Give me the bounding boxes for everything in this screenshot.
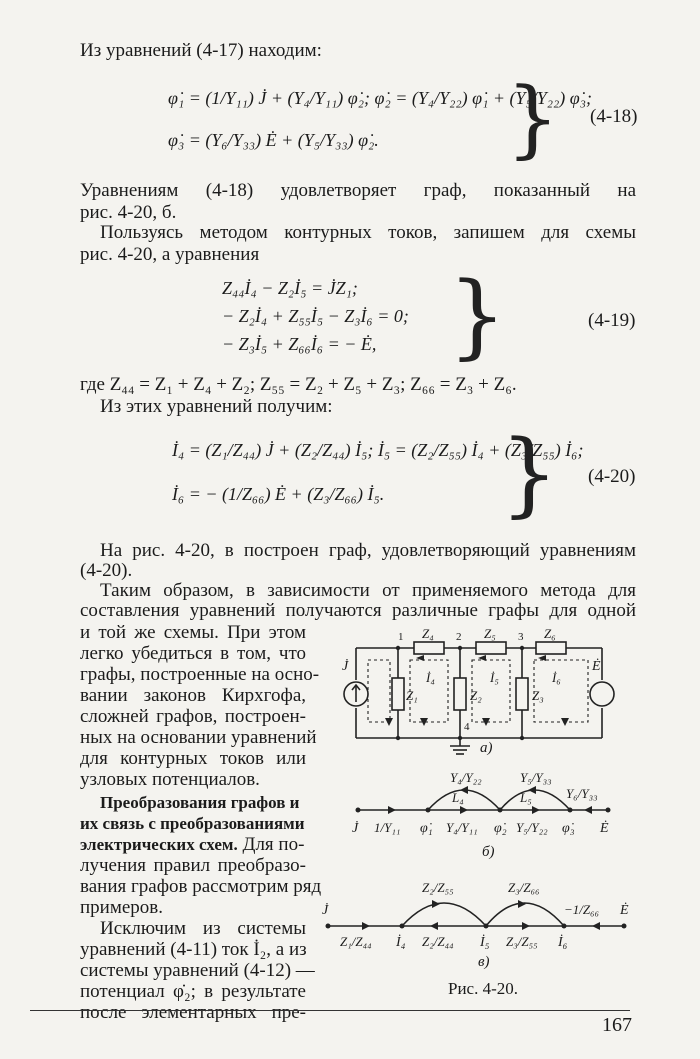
figure-b-graph xyxy=(330,762,640,862)
graph-b-loop-1: L₅ xyxy=(520,790,532,805)
graph-c-node-3: İ₆ xyxy=(558,935,568,950)
eq-4-19-line1: Z₄₄İ₄ − Z₂İ₅ = J̇Z₁; xyxy=(222,278,358,298)
label-i4: İ₄ xyxy=(426,670,435,685)
para1-line1: Уравнениям (4-18) удовлетворяет граф, показанный на xyxy=(80,180,636,201)
para6-line1: лучения правил преобразо- xyxy=(80,855,306,876)
figure-c-graph xyxy=(310,870,640,975)
para5-line5: графы, построенные на осно- xyxy=(80,664,320,685)
label-j: J̇ xyxy=(342,659,349,674)
para5-line6: вании законов Кирхгофа, xyxy=(80,685,306,706)
node-label-3: 3 xyxy=(518,631,524,643)
para5-line10: узловых потенциалов. xyxy=(80,769,260,790)
para1-line2: рис. 4-20, б. xyxy=(80,202,177,223)
graph-b-below-2: Y₅/Y₂₂ xyxy=(516,820,548,835)
para5-line7: сложней графов, построен- xyxy=(80,706,306,727)
heading-line3-bold: электрических схем. xyxy=(80,835,238,854)
arrow-j-loop xyxy=(385,718,393,726)
para7-line5: после элементарных пре- xyxy=(80,1002,306,1023)
eq-4-18-line1: φ̇₁ = (1/Y₁₁) J̇ + (Y₄/Y₁₁) φ̇₂; φ̇₂ = (Y₄/Y₂₂) φ̇₁ + (Y₅/Y₂₂) φ̇₃; xyxy=(168,88,593,108)
loop-current-j xyxy=(368,660,390,722)
resistor-z1 xyxy=(392,678,404,710)
brace-4-20: } xyxy=(500,420,559,527)
para7-line4: потенциал φ̇₂; в результате xyxy=(80,981,306,1002)
graph-b-node-1: φ̇₁ xyxy=(420,821,433,836)
para7-line2: уравнений (4-11) ток İ₂, а из xyxy=(80,939,307,960)
para3: Из этих уравнений получим: xyxy=(100,396,333,417)
bottom-rule xyxy=(30,1010,630,1011)
eq-4-19-line3: − Z₃İ₅ + Z₆₆İ₆ = − Ė, xyxy=(222,334,377,354)
graph-c-arc-right xyxy=(486,903,564,926)
eq-4-18-line2: φ̇₃ = (Y₆/Y₃₃) Ė + (Y₅/Y₃₃) φ̇₂. xyxy=(168,130,379,150)
eq-number-4-18: (4-18) xyxy=(590,106,638,127)
arrow-i6 xyxy=(561,718,569,726)
graph-b-below-0: 1/Y₁₁ xyxy=(374,820,401,835)
eq-number-4-20: (4-20) xyxy=(588,466,636,487)
label-z6: Z₆ xyxy=(544,626,556,641)
graph-c-arc-left xyxy=(402,903,486,926)
label-z1: Z₁ xyxy=(406,688,418,703)
resistor-z3 xyxy=(516,678,528,710)
graph-b-node-2: φ̇₂ xyxy=(494,821,507,836)
graph-c-node-4: Ė xyxy=(620,903,629,918)
graph-b-node-0: J̇ xyxy=(352,821,359,836)
label-e: Ė xyxy=(592,659,601,674)
resistor-z6 xyxy=(536,642,566,654)
para5-line9: для контурных токов или xyxy=(80,748,306,769)
heading-line1: Преобразования графов и xyxy=(100,793,300,812)
para7-line3: системы уравнений (4-12) — xyxy=(80,960,315,981)
graph-c-node-2: İ₅ xyxy=(480,935,490,950)
graph-c-above-0: Z₂/Z₅₅ xyxy=(422,880,454,895)
figure-c-label: в) xyxy=(478,954,490,970)
graph-b-above-2: Y₆/Y₃₃ xyxy=(566,786,598,801)
graph-b-below-1: Y₄/Y₁₁ xyxy=(446,820,478,835)
eq-4-20-line2: İ₆ = − (1/Z₆₆) Ė + (Z₃/Z₆₆) İ₅. xyxy=(172,484,385,504)
para6-line2: вания графов рассмотрим ряд xyxy=(80,876,322,897)
heading-line3-rest: Для по- xyxy=(242,834,305,855)
figure-caption: Рис. 4-20. xyxy=(448,979,519,998)
figure-b-label: б) xyxy=(482,844,495,860)
graph-c-below-0: Z₁/Z₄₄ xyxy=(340,934,372,949)
eq-4-19-line2: − Z₂İ₄ + Z₅₅İ₅ − Z₃İ₆ = 0; xyxy=(222,306,409,326)
para5-line8: ных на основании уравнений xyxy=(80,727,317,748)
para2-line2: рис. 4-20, а уравнения xyxy=(80,244,260,265)
graph-c-node-1: İ₄ xyxy=(396,935,406,950)
graph-c-below-1: Z₂/Z₄₄ xyxy=(422,934,454,949)
intro-line: Из уравнений (4-17) находим: xyxy=(80,40,322,61)
graph-b-above-1: Y₅/Y₃₃ xyxy=(520,770,552,785)
label-i5: İ₅ xyxy=(490,670,499,685)
para5-line3: и той же схемы. При этом xyxy=(80,622,306,643)
node-label-1: 1 xyxy=(398,631,404,643)
graph-b-loop-0: L₄ xyxy=(452,790,464,805)
brace-4-18: } xyxy=(506,69,560,167)
figure-a-label: а) xyxy=(480,740,493,756)
para4-line1: На рис. 4-20, в построен граф, удовлетворяющий уравнениям xyxy=(100,540,636,561)
node-label-4: 4 xyxy=(464,721,470,733)
resistor-z2 xyxy=(454,678,466,710)
para5-line2: составления уравнений получаются различные графы для одной xyxy=(80,600,636,621)
para2-line1: Пользуясь методом контурных токов, запишем для схемы xyxy=(100,222,636,243)
heading-line2: их связь с преобразованиями xyxy=(80,814,305,833)
para6-line3: примеров. xyxy=(80,897,164,918)
node-label-2: 2 xyxy=(456,631,462,643)
label-z3: Z₃ xyxy=(532,688,544,703)
resistor-z4 xyxy=(414,642,444,654)
graph-c-above-1: Z₃/Z₆₆ xyxy=(508,880,540,895)
para5-line4: легко убедиться в том, что xyxy=(80,643,306,664)
graph-c-above-2: −1/Z₆₆ xyxy=(564,902,600,917)
heading-line3 xyxy=(80,834,304,856)
label-z5: Z₅ xyxy=(484,626,496,641)
graph-b-node-3: φ̇₃ xyxy=(562,821,575,836)
page-number: 167 xyxy=(602,1014,632,1036)
para4-line2: (4-20). xyxy=(80,560,133,581)
graph-b-node-4: Ė xyxy=(600,821,609,836)
figure-a-circuit xyxy=(318,622,638,762)
graph-b-above-0: Y₄/Y₂₂ xyxy=(450,770,482,785)
graph-c-node-0: J̇ xyxy=(322,903,329,918)
para7-line1: Исключим из системы xyxy=(100,918,306,939)
label-i6: İ₆ xyxy=(552,670,561,685)
label-z2: Z₂ xyxy=(470,688,482,703)
voltage-source-e xyxy=(590,682,614,706)
where-line: где Z₄₄ = Z₁ + Z₄ + Z₂; Z₅₅ = Z₂ + Z₅ + Z₃; Z₆₆ = Z₃ + Z₆. xyxy=(80,374,517,395)
graph-c-below-2: Z₃/Z₅₅ xyxy=(506,934,538,949)
para5-line1: Таким образом, в зависимости от применяемого метода для xyxy=(100,580,636,601)
resistor-z5 xyxy=(476,642,506,654)
eq-4-20-line1: İ₄ = (Z₁/Z₄₄) J̇ + (Z₂/Z₄₄) İ₅; İ₅ = (Z₂/Z₅₅) İ₄ + (Z₃/Z₅₅) İ₆; xyxy=(172,440,584,460)
eq-number-4-19: (4-19) xyxy=(588,310,636,331)
label-z4: Z₄ xyxy=(422,626,434,641)
brace-4-19: } xyxy=(448,262,507,369)
graph-b-arc-left xyxy=(428,790,500,810)
